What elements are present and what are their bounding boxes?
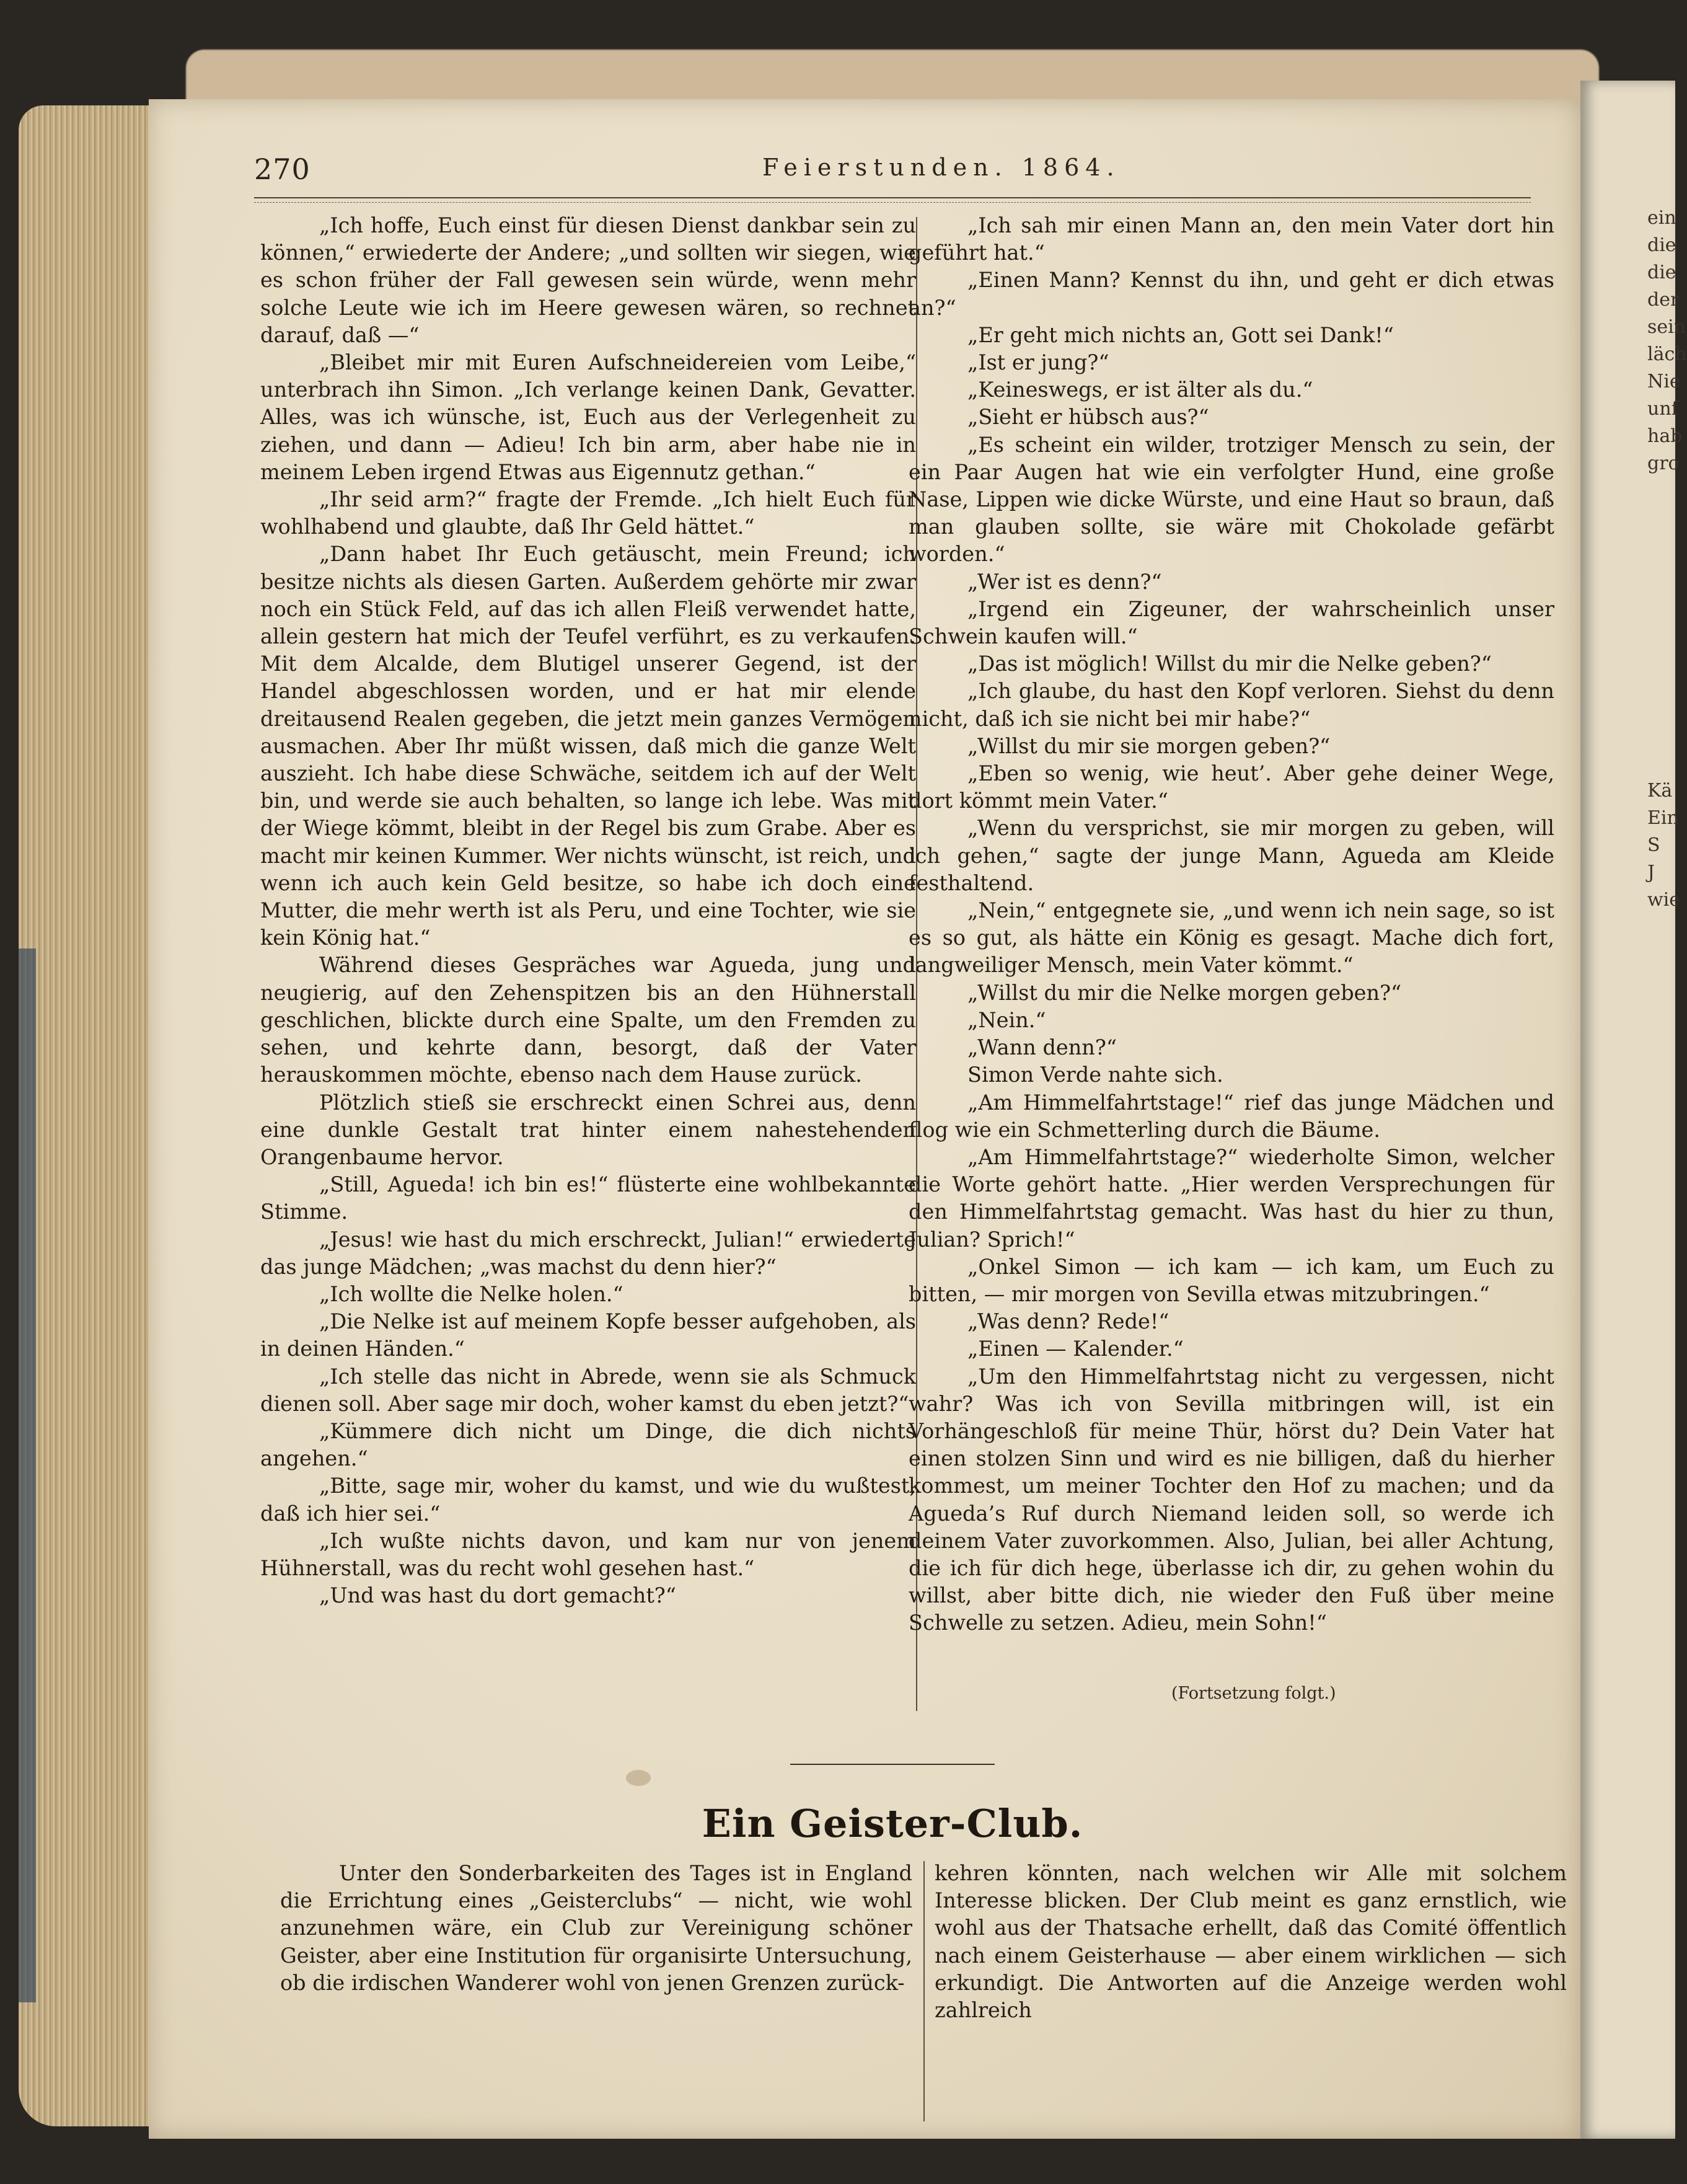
- story-paragraph: „Ist er jung?“: [967, 350, 1109, 375]
- story-paragraph: „Ich stelle das nicht in Abrede, wenn sie als Schmuck dienen soll. Aber sage mir doch, woher kamst du eben jetzt?“: [260, 1364, 916, 1416]
- story-paragraph: „Jesus! wie hast du mich erschreckt, Julian!“ erwiederte das junge Mädchen; „was machst du denn hier?“: [260, 1227, 916, 1279]
- article-paragraph: Unter den Sonderbarkeiten des Tages ist in England die Errichtung eines „Geisterclubs“ — nicht, wie wohl anzunehmen wäre, ein Club zur Vereinigung schöner Geister, aber eine Institution für organisirte Untersuchung, ob die irdischen Wanderer wohl von jenen Grenzen zurück-: [280, 1861, 912, 1995]
- story-paragraph: „Das ist möglich! Willst du mir die Nelke geben?“: [967, 652, 1492, 676]
- story-paragraph: „Einen Mann? Kennst du ihn, und geht er dich etwas an?“: [909, 268, 1554, 320]
- next-page-fragment: Nie: [1647, 371, 1681, 392]
- story-paragraph: „Willst du mir die Nelke morgen geben?“: [967, 980, 1402, 1005]
- story-paragraph: „Was denn? Rede!“: [967, 1309, 1169, 1334]
- article-column-divider: [923, 1861, 925, 2121]
- story-paragraph: „Still, Agueda! ich bin es!“ flüsterte eine wohlbekannte Stimme.: [260, 1172, 916, 1224]
- next-page-fragment: ein: [1647, 207, 1676, 229]
- story-paragraph: „Wenn du versprichst, sie mir morgen zu geben, will ich gehen,“ sagte der junge Mann, Agueda am Kleide festhaltend.: [909, 816, 1554, 895]
- next-page-fragment: hab: [1647, 425, 1683, 447]
- next-page-fragment: die: [1647, 234, 1676, 256]
- page-header: [254, 149, 1531, 192]
- next-page-fragment: [1580, 641, 1675, 668]
- ink-stain: [626, 1770, 651, 1786]
- story-paragraph: „Wer ist es denn?“: [967, 569, 1162, 594]
- next-page-fragment: [1580, 668, 1675, 696]
- next-page-fragment: [1580, 696, 1675, 723]
- story-paragraph: „Ich glaube, du hast den Kopf verloren. Siehst du denn nicht, daß ich sie nicht bei mir habe?“: [909, 679, 1554, 731]
- next-page-fragment: die: [1647, 262, 1676, 283]
- next-page-fragment: [1580, 614, 1675, 641]
- continuation-note: (Fortsetzung folgt.): [1171, 1684, 1336, 1703]
- next-page-fragment: [1580, 505, 1675, 532]
- story-paragraph: „Am Himmelfahrtstage?“ wiederholte Simon, welcher die Worte gehört hatte. „Hier werden Versprechungen für den Himmelfahrtstag gemacht. Was hast du hier zu thun, Julian? Sprich!“: [909, 1144, 1554, 1252]
- story-paragraph: Simon Verde nahte sich.: [967, 1063, 1223, 1087]
- story-paragraph: „Und was hast du dort gemacht?“: [319, 1583, 676, 1608]
- story-paragraph: „Bitte, sage mir, woher du kamst, und wie du wußtest, daß ich hier sei.“: [260, 1474, 916, 1526]
- next-page-edge: [1580, 81, 1687, 2139]
- story-paragraph: „Dann habet Ihr Euch getäuscht, mein Freund; ich besitze nichts als diesen Garten. Außerdem gehörte mir zwar noch ein Stück Feld, auf das ich allen Fleiß verwendet hatte, allein gestern hat mich der Teufel verführt, es zu verkaufen. Mit dem Alcalde, dem Blutigel unserer Gegend, ist der Handel abgeschlossen worden, und er hat mir elende dreitausend Realen gegeben, die jetzt mein ganzes Vermögen ausmachen. Aber Ihr müßt wissen, daß mich die ganze Welt auszieht. Ich habe diese Schwäche, seitdem ich auf der Welt bin, und werde sie auch behalten, so lange ich lebe. Was mit der Wiege kömmt, bleibt in der Regel bis zum Grabe. Aber es macht mir keinen Kummer. Wer nichts wünscht, ist reich, und wenn ich auch kein Geld besitze, so habe ich doch eine Mutter, die mehr werth ist als Peru, und eine Tochter, wie sie kein König hat.“: [260, 542, 916, 950]
- book-page-edges: [19, 105, 149, 2126]
- story-paragraph: „Onkel Simon — ich kam — ich kam, um Euch zu bitten, — mir morgen von Sevilla etwas mitzubringen.“: [909, 1254, 1554, 1306]
- story-paragraph: „Eben so wenig, wie heut’. Aber gehe deiner Wege, dort kömmt mein Vater.“: [909, 761, 1554, 813]
- story-paragraph: „Kümmere dich nicht um Dinge, die dich nichts angehen.“: [260, 1418, 916, 1471]
- story-paragraph: „Nein,“ entgegnete sie, „und wenn ich nein sage, so ist es so gut, als hätte ein König es gesagt. Mache dich fort, langweiliger Mensch, mein Vater kömmt.“: [909, 898, 1554, 978]
- next-page-fragment: [1580, 723, 1675, 750]
- story-paragraph: „Ich wollte die Nelke holen.“: [319, 1281, 623, 1306]
- story-paragraph: „Einen — Kalender.“: [967, 1337, 1184, 1361]
- section-separator: [790, 1764, 995, 1765]
- story-paragraph: Während dieses Gespräches war Agueda, jung und neugierig, auf den Zehenspitzen bis an den Hühnerstall geschlichen, blickte durch eine Spalte, um den Fremden zu sehen, und kehrte dann, besorgt, daß der Vater herauskommen möchte, ebenso nach dem Hause zurück.: [260, 953, 916, 1087]
- next-page-fragment: [1580, 532, 1675, 559]
- next-page-fragment: Ein: [1647, 807, 1679, 829]
- next-page-fragment: [1580, 586, 1675, 614]
- story-paragraph: „Nein.“: [967, 1007, 1046, 1032]
- article-right-column: [935, 1860, 1567, 2024]
- story-paragraph: „Am Himmelfahrtstage!“ rief das junge Mädchen und flog wie ein Schmetterling durch die Bäume.: [909, 1090, 1554, 1142]
- story-paragraph: „Es scheint ein wilder, trotziger Mensch zu sein, der ein Paar Augen hat wie ein verfolgter Hund, eine große Nase, Lippen wie dicke Würste, und eine Haut so braun, daß man glauben sollte, sie wäre mit Chokolade gefärbt worden.“: [909, 432, 1554, 567]
- next-page-fragment: sein: [1647, 316, 1686, 338]
- header-rule: [254, 197, 1531, 203]
- next-page-fragment: Kä: [1647, 780, 1673, 802]
- story-paragraph: „Sieht er hübsch aus?“: [967, 405, 1209, 430]
- story-paragraph: Plötzlich stieß sie erschreckt einen Schrei aus, denn eine dunkle Gestalt trat hinter einem nahestehenden Orangenbaume hervor.: [260, 1090, 916, 1169]
- book-spine-strip: [19, 948, 36, 2002]
- next-page-fragment: unf: [1647, 398, 1678, 420]
- story-paragraph: „Ich hoffe, Euch einst für diesen Dienst dankbar sein zu können,“ erwiederte der Andere; „und sollten wir siegen, wie es schon früher der Fall gewesen sein würde, wenn mehr solche Leute wie ich im Heere gewesen wären, so rechnet darauf, daß —“: [260, 213, 916, 347]
- story-paragraph: „Um den Himmelfahrtstag nicht zu vergessen, nicht wahr? Was ich von Sevilla mitbringen will, ist ein Vorhängeschloß für meine Thür, hörst du? Dein Vater hat einen stolzen Sinn und wird es nie billigen, daß du hierher kommest, um meiner Tochter den Hof zu machen; und da Agueda’s Ruf durch Niemand leiden soll, so werde ich deinem Vater zuvorkommen. Also, Julian, bei aller Achtung, die ich für dich hege, überlasse ich dir, zu gehen wohin du willst, aber bitte dich, nie wieder den Fuß über meine Schwelle zu setzen. Adieu, mein Sohn!“: [909, 1364, 1554, 1635]
- next-page-fragment: [1580, 477, 1675, 505]
- story-paragraph: „Ich wußte nichts davon, und kam nur von jenem Hühnerstall, was du recht wohl gesehen hast.“: [260, 1528, 916, 1580]
- article-left-column: [280, 1860, 912, 1997]
- next-page-fragment: [1580, 559, 1675, 586]
- story-paragraph: „Ihr seid arm?“ fragte der Fremde. „Ich hielt Euch für wohlhabend und glaubte, daß Ihr Geld hättet.“: [260, 487, 916, 539]
- next-page-fragment: gro: [1647, 453, 1680, 474]
- next-page-fragment: J: [1647, 862, 1655, 883]
- story-paragraph: „Keineswegs, er ist älter als du.“: [967, 378, 1313, 402]
- article-title: Ein Geister-Club.: [702, 1801, 1083, 1846]
- running-title: Feierstunden. 1864.: [762, 154, 1121, 181]
- story-paragraph: „Er geht mich nichts an, Gott sei Dank!“: [967, 322, 1394, 347]
- story-right-column: [909, 212, 1554, 1637]
- next-page-fragment: läch: [1647, 343, 1687, 365]
- page-number: 270: [254, 153, 311, 186]
- next-page-fragment: [1580, 750, 1675, 777]
- story-paragraph: „Irgend ein Zigeuner, der wahrscheinlich unser Schwein kaufen will.“: [909, 596, 1554, 649]
- story-paragraph: „Willst du mir sie morgen geben?“: [967, 733, 1331, 758]
- story-left-column: [260, 212, 916, 1609]
- next-page-fragment: S: [1647, 834, 1660, 856]
- story-paragraph: „Ich sah mir einen Mann an, den mein Vater dort hin geführt hat.“: [909, 213, 1554, 265]
- story-paragraph: „Die Nelke ist auf meinem Kopfe besser aufgehoben, als in deinen Händen.“: [260, 1309, 916, 1361]
- next-page-fragment: der: [1647, 289, 1680, 311]
- article-paragraph: kehren könnten, nach welchen wir Alle mit solchem Interesse blicken. Der Club meint es ganz ernstlich, wie wohl aus der Thatsache erhellt, daß das Comité öffentlich nach einem Geisterhause — aber einem wirklichen — sich erkundigt. Die Antworten auf die Anzeige werden wohl zahlreich: [935, 1861, 1567, 2023]
- story-paragraph: „Bleibet mir mit Euren Aufschneidereien vom Leibe,“ unterbrach ihn Simon. „Ich verlange keinen Dank, Gevatter. Alles, was ich wünsche, ist, Euch aus der Verlegenheit zu ziehen, und dann — Adieu! Ich bin arm, aber habe nie in meinem Leben irgend Etwas aus Eigennutz gethan.“: [260, 350, 916, 484]
- story-paragraph: „Wann denn?“: [967, 1035, 1117, 1060]
- next-page-fragment: wie: [1647, 889, 1681, 911]
